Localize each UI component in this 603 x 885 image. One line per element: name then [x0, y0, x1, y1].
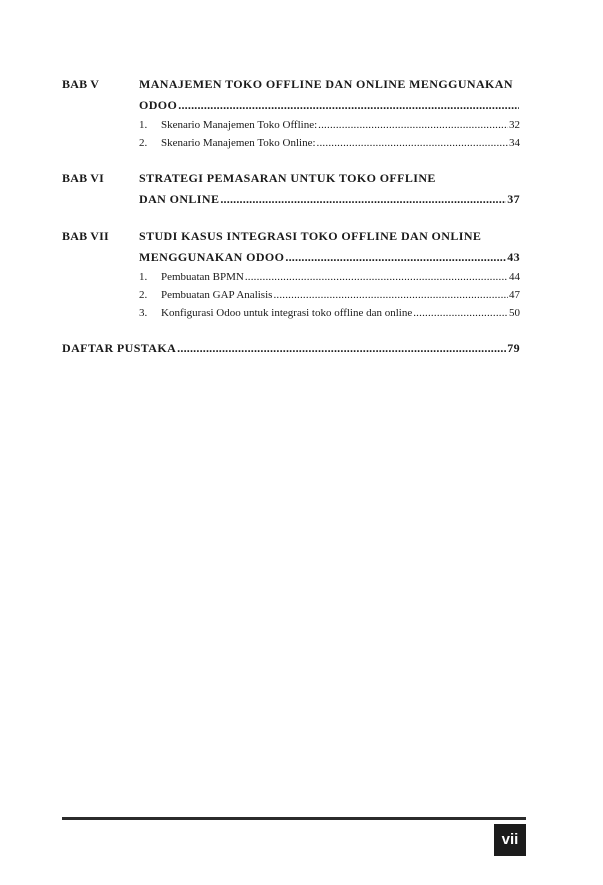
subitem-number: 1. [139, 271, 148, 283]
subitem-text: Konfigurasi Odoo untuk integrasi toko offline dan online [161, 307, 413, 319]
chapter-title-line: STUDI KASUS INTEGRASI TOKO OFFLINE DAN ONLINE [139, 229, 482, 243]
table-of-contents [62, 74, 520, 359]
dot-leader [245, 268, 508, 286]
subitem-number: 3. [139, 307, 148, 319]
dot-leader [285, 247, 506, 268]
chapter-label: BAB V [62, 77, 100, 91]
toc-chapter-bab-v [62, 74, 520, 152]
chapter-title-line: MANAJEMEN TOKO OFFLINE DAN ONLINE MENGGUNAKAN [139, 77, 513, 91]
dot-leader [273, 286, 508, 304]
toc-subitem [139, 304, 520, 322]
chapter-label: BAB VII [62, 229, 109, 243]
page-number-badge: vii [494, 824, 526, 856]
chapter-title-entry [139, 189, 520, 210]
toc-subitem [139, 134, 520, 152]
chapter-title-continuation: ODOO [139, 98, 178, 112]
toc-subitem [139, 116, 520, 134]
toc-daftar-pustaka [62, 338, 520, 359]
chapter-title-entry [139, 247, 520, 268]
chapter-title-entry [139, 95, 520, 116]
subitem-page-number: 34 [509, 137, 520, 149]
dot-leader [220, 189, 506, 210]
daftar-pustaka-page-number: 79 [507, 341, 520, 355]
subitem-number: 2. [139, 289, 148, 301]
toc-chapter-bab-vii [62, 226, 520, 322]
dot-leader [318, 116, 508, 134]
chapter-body [139, 168, 520, 210]
chapter-page-number: 37 [507, 192, 520, 206]
subitem-text: Pembuatan BPMN [161, 271, 244, 283]
dot-leader [317, 134, 508, 152]
subitem-text: Skenario Manajemen Toko Offline: [161, 119, 318, 131]
toc-chapter-bab-vi [62, 168, 520, 210]
toc-subitem [139, 286, 520, 304]
dot-leader [177, 338, 506, 359]
daftar-pustaka-label: DAFTAR PUSTAKA [62, 341, 177, 355]
chapter-body [139, 226, 520, 322]
dot-leader [178, 95, 519, 116]
subitem-text: Pembuatan GAP Analisis [161, 289, 273, 301]
subitem-number: 2. [139, 137, 148, 149]
chapter-title-line: STRATEGI PEMASARAN UNTUK TOKO OFFLINE [139, 171, 436, 185]
chapter-body [139, 74, 520, 152]
subitem-page-number: 32 [509, 119, 520, 131]
chapter-page-number: 43 [507, 250, 520, 264]
subitem-page-number: 44 [509, 271, 520, 283]
subitem-page-number: 50 [509, 307, 520, 319]
subitem-text: Skenario Manajemen Toko Online: [161, 137, 316, 149]
dot-leader [413, 304, 508, 322]
chapter-label: BAB VI [62, 171, 104, 185]
subitem-page-number: 47 [509, 289, 520, 301]
chapter-title-continuation: MENGGUNAKAN ODOO [139, 250, 285, 264]
chapter-title-continuation: DAN ONLINE [139, 192, 220, 206]
footer-rule [62, 817, 526, 820]
toc-subitem [139, 268, 520, 286]
subitem-number: 1. [139, 119, 148, 131]
